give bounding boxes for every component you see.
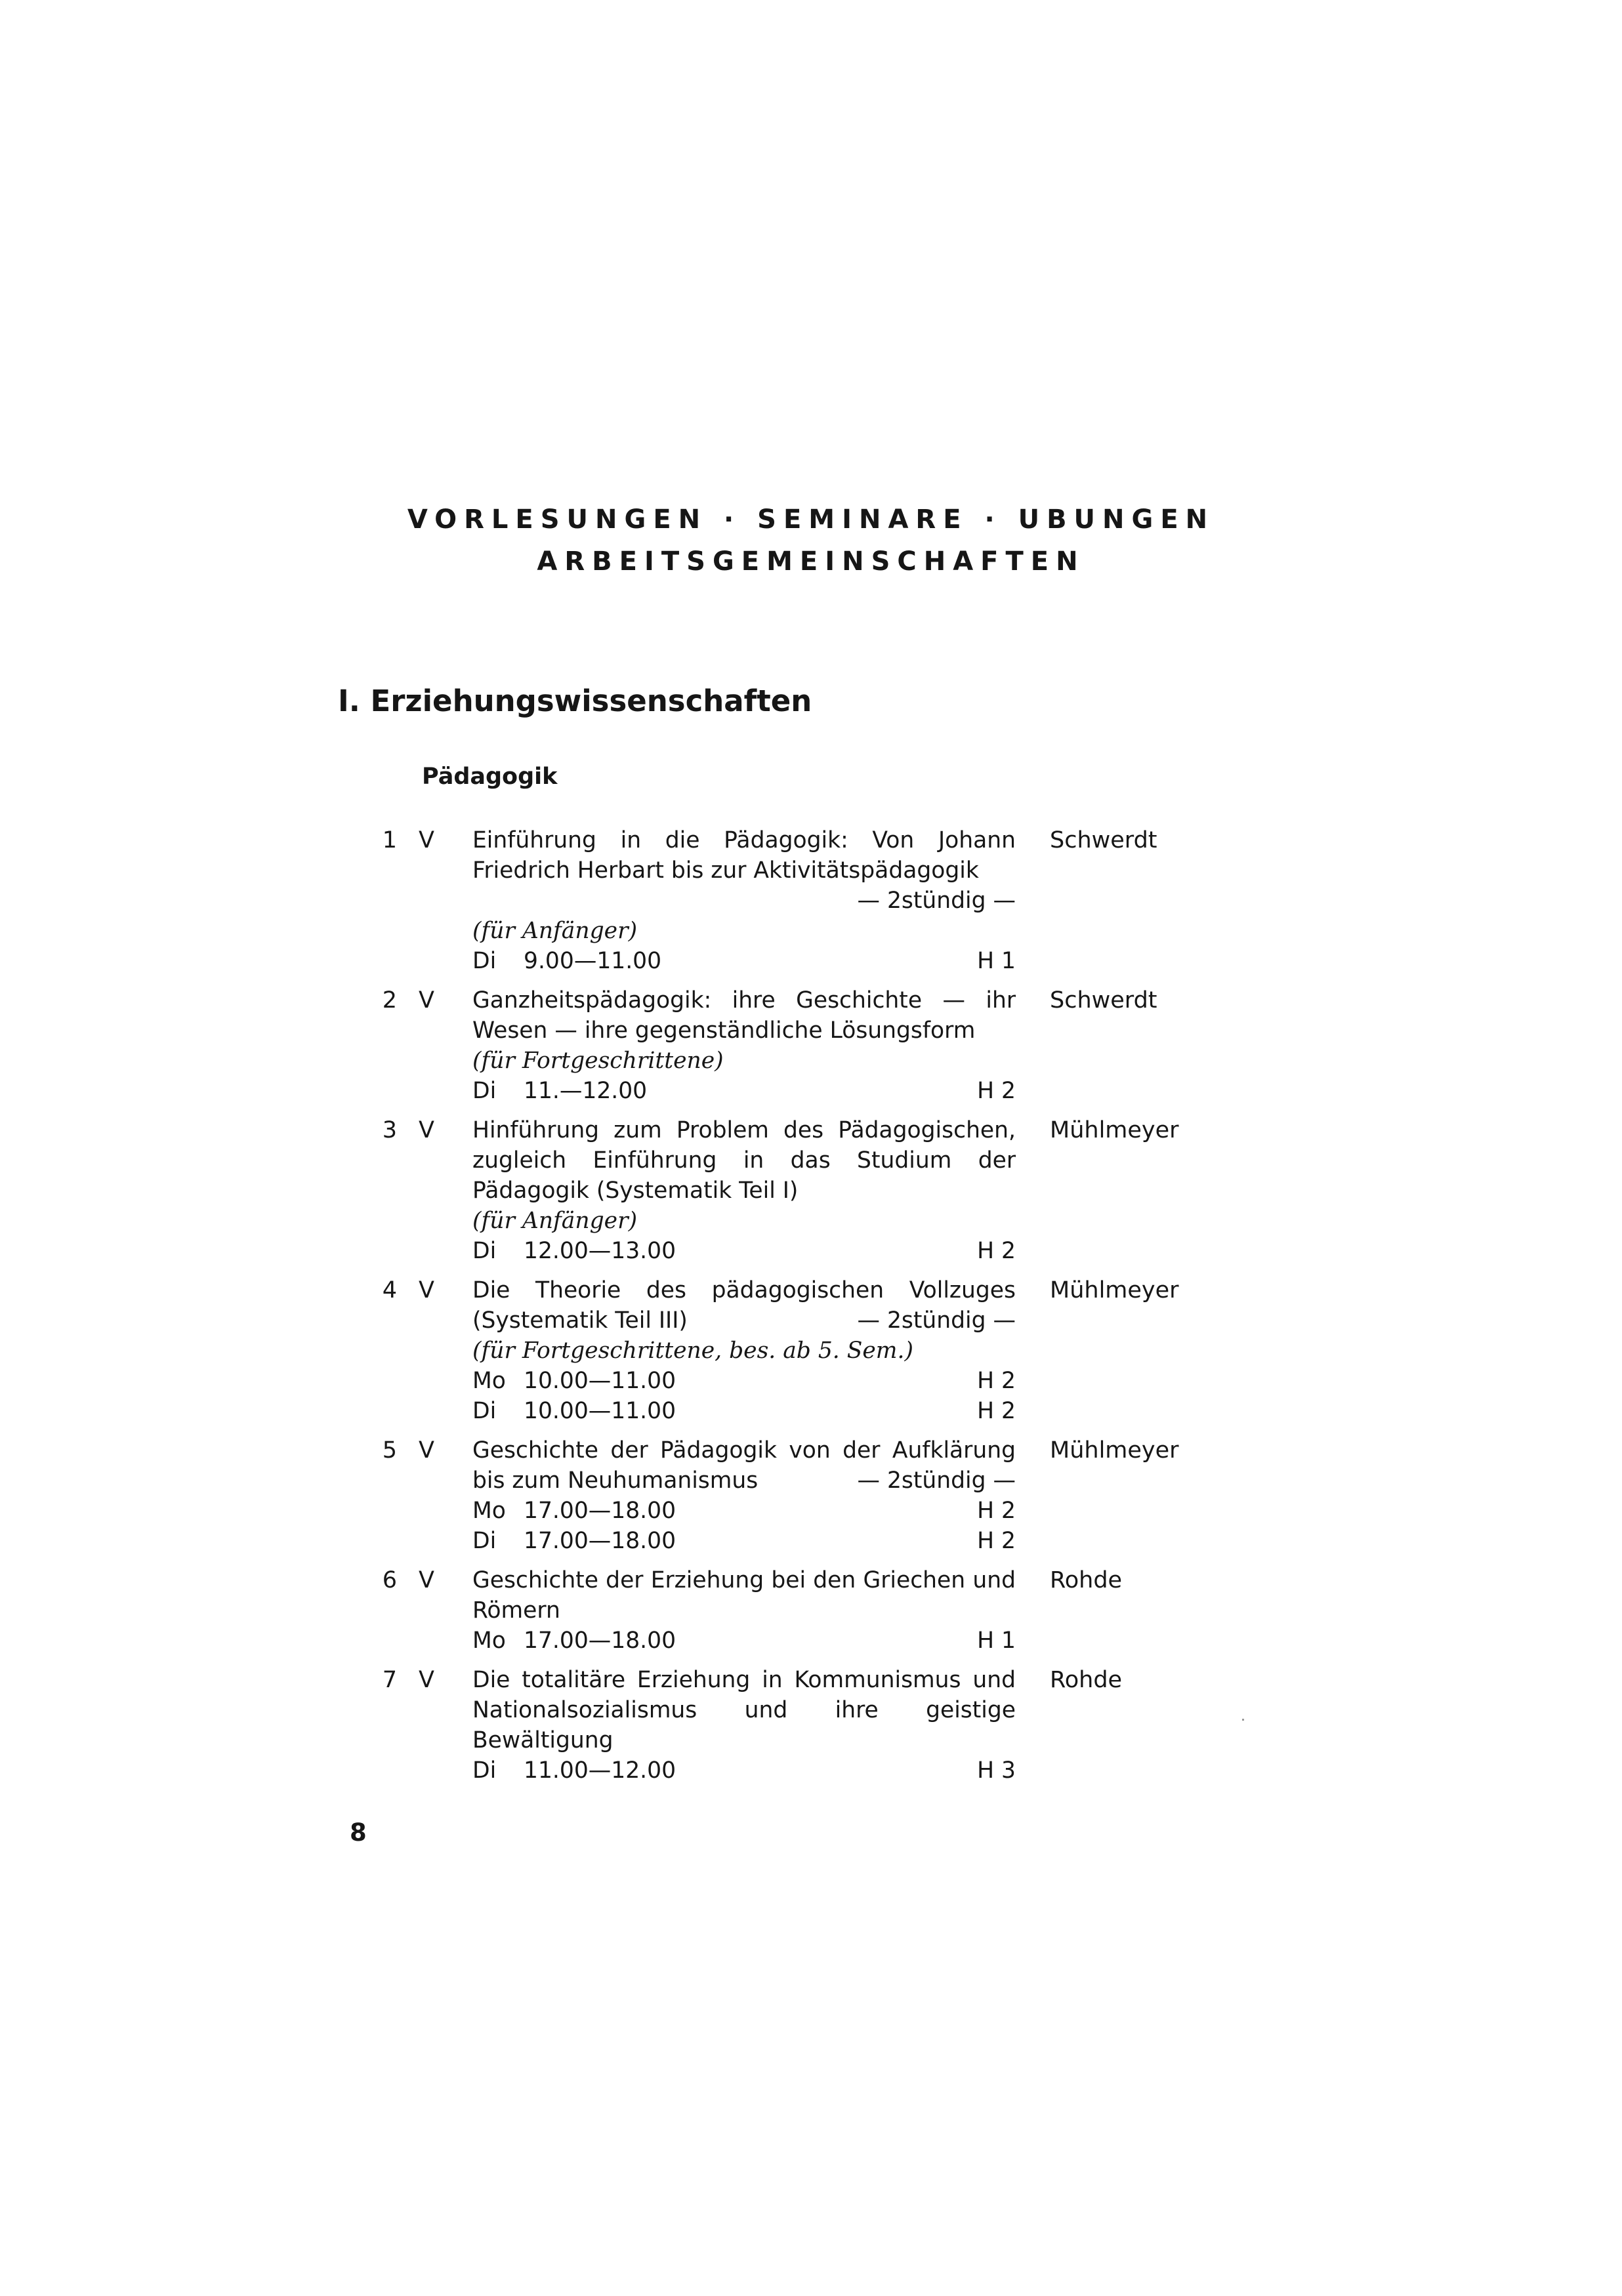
course-title-cont: (Systematik Teil III) bbox=[472, 1307, 688, 1334]
schedule-time: 17.00—18.00 bbox=[524, 1628, 676, 1654]
course-lecturer: Mühlmeyer bbox=[1050, 1437, 1179, 1464]
heading-line-1: VORLESUNGEN · SEMINARE · UBUNGEN bbox=[407, 504, 1215, 535]
schedule-room: H 2 bbox=[977, 1238, 1016, 1264]
schedule-line bbox=[472, 1396, 1016, 1426]
schedule-room: H 2 bbox=[977, 1528, 1016, 1554]
course-title-line-2 bbox=[472, 1305, 1016, 1336]
course-title-line-1: Die Theorie des pädagogischen Vollzuges bbox=[472, 1277, 1016, 1303]
course-body bbox=[472, 1435, 1016, 1556]
schedule-room: H 2 bbox=[977, 1398, 1016, 1424]
course-lecturer: Mühlmeyer bbox=[1050, 1277, 1179, 1303]
course-lecturer: Rohde bbox=[1050, 1567, 1123, 1593]
schedule-day: Di bbox=[472, 1528, 497, 1554]
course-title-line-2 bbox=[472, 1466, 1016, 1496]
schedule-time: 17.00—18.00 bbox=[524, 1528, 676, 1554]
course-lecturer: Schwerdt bbox=[1050, 987, 1157, 1014]
course-title: Die totalitäre Erziehung in Kommunismus und Nationalsozialismus und ihre geistige Bewältigung bbox=[472, 1667, 1016, 1753]
schedule-line bbox=[472, 1626, 1016, 1656]
schedule-day: Di bbox=[472, 1398, 497, 1424]
section-title: I. Erziehungswissenschaften bbox=[338, 684, 812, 718]
schedule-day: Di bbox=[472, 1757, 497, 1784]
course-number: 7 bbox=[382, 1667, 397, 1693]
schedule-day: Di bbox=[472, 1078, 497, 1104]
course-title-line-1: Geschichte der Pädagogik von der Aufklärung bbox=[472, 1437, 1016, 1464]
schedule-time: 9.00—11.00 bbox=[524, 948, 662, 974]
schedule-day: Mo bbox=[472, 1498, 506, 1524]
schedule-line bbox=[472, 1526, 1016, 1556]
schedule-time: 17.00—18.00 bbox=[524, 1498, 676, 1524]
course-body bbox=[472, 985, 1016, 1106]
course-note: (für Fortgeschrittene) bbox=[472, 1048, 724, 1074]
schedule-room: H 1 bbox=[977, 1628, 1016, 1654]
course-number: 5 bbox=[382, 1437, 397, 1464]
subsection-title: Pädagogik bbox=[422, 764, 558, 790]
schedule-time: 11.—12.00 bbox=[524, 1078, 648, 1104]
schedule-time: 12.00—13.00 bbox=[524, 1238, 676, 1264]
course-number: 6 bbox=[382, 1567, 397, 1593]
course-lecturer: Schwerdt bbox=[1050, 827, 1157, 853]
schedule-room: H 3 bbox=[977, 1757, 1016, 1784]
course-lecturer: Rohde bbox=[1050, 1667, 1123, 1693]
course-note: (für Anfänger) bbox=[472, 1208, 638, 1234]
page-number: 8 bbox=[350, 1818, 367, 1847]
schedule-line bbox=[472, 1366, 1016, 1396]
schedule-room: H 2 bbox=[977, 1498, 1016, 1524]
heading-line-2: ARBEITSGEMEINSCHAFTEN bbox=[537, 546, 1085, 577]
schedule-day: Mo bbox=[472, 1368, 506, 1394]
schedule-line bbox=[472, 1236, 1016, 1266]
course-lecturer: Mühlmeyer bbox=[1050, 1117, 1179, 1143]
course-hours: — 2stündig — bbox=[857, 1467, 1016, 1494]
course-title: Ganzheitspädagogik: ihre Geschichte — ihr Wesen — ihre gegenständliche Lösungsform bbox=[472, 987, 1016, 1044]
course-title: Hinführung zum Problem des Pädagogischen, zugleich Einführung in das Studium der Pädagogik (Systematik Teil I) bbox=[472, 1117, 1016, 1204]
course-body bbox=[472, 1665, 1016, 1786]
schedule-room: H 2 bbox=[977, 1078, 1016, 1104]
course-number: 3 bbox=[382, 1117, 397, 1143]
schedule-time: 11.00—12.00 bbox=[524, 1757, 676, 1784]
schedule-line bbox=[472, 946, 1016, 976]
schedule-time: 10.00—11.00 bbox=[524, 1368, 676, 1394]
course-body bbox=[472, 825, 1016, 976]
schedule-line bbox=[472, 1496, 1016, 1526]
course-title-cont: bis zum Neuhumanismus bbox=[472, 1467, 759, 1494]
course-type: V bbox=[419, 827, 434, 853]
course-type: V bbox=[419, 1117, 434, 1143]
course-title: Einführung in die Pädagogik: Von Johann Friedrich Herbart bis zur Aktivitätspädagogik bbox=[472, 827, 1016, 884]
schedule-line bbox=[472, 1076, 1016, 1106]
course-hours: — 2stündig — bbox=[857, 888, 1016, 914]
course-body bbox=[472, 1115, 1016, 1266]
schedule-time: 10.00—11.00 bbox=[524, 1398, 676, 1424]
course-note: (für Fortgeschrittene, bes. ab 5. Sem.) bbox=[472, 1338, 913, 1364]
schedule-room: H 2 bbox=[977, 1368, 1016, 1394]
course-body bbox=[472, 1565, 1016, 1656]
course-type: V bbox=[419, 987, 434, 1014]
paper-speck bbox=[1242, 1719, 1244, 1721]
course-type: V bbox=[419, 1277, 434, 1303]
course-body bbox=[472, 1275, 1016, 1426]
schedule-day: Di bbox=[472, 1238, 497, 1264]
schedule-room: H 1 bbox=[977, 948, 1016, 974]
schedule-day: Mo bbox=[472, 1628, 506, 1654]
course-type: V bbox=[419, 1567, 434, 1593]
course-number: 1 bbox=[382, 827, 397, 853]
course-hours: — 2stündig — bbox=[857, 1307, 1016, 1334]
page-heading bbox=[0, 499, 1622, 583]
course-note: (für Anfänger) bbox=[472, 918, 638, 944]
schedule-line bbox=[472, 1755, 1016, 1786]
schedule-day: Di bbox=[472, 948, 497, 974]
course-type: V bbox=[419, 1437, 434, 1464]
course-number: 4 bbox=[382, 1277, 397, 1303]
course-type: V bbox=[419, 1667, 434, 1693]
course-title: Geschichte der Erziehung bei den Griechen und Römern bbox=[472, 1567, 1016, 1624]
course-number: 2 bbox=[382, 987, 397, 1014]
